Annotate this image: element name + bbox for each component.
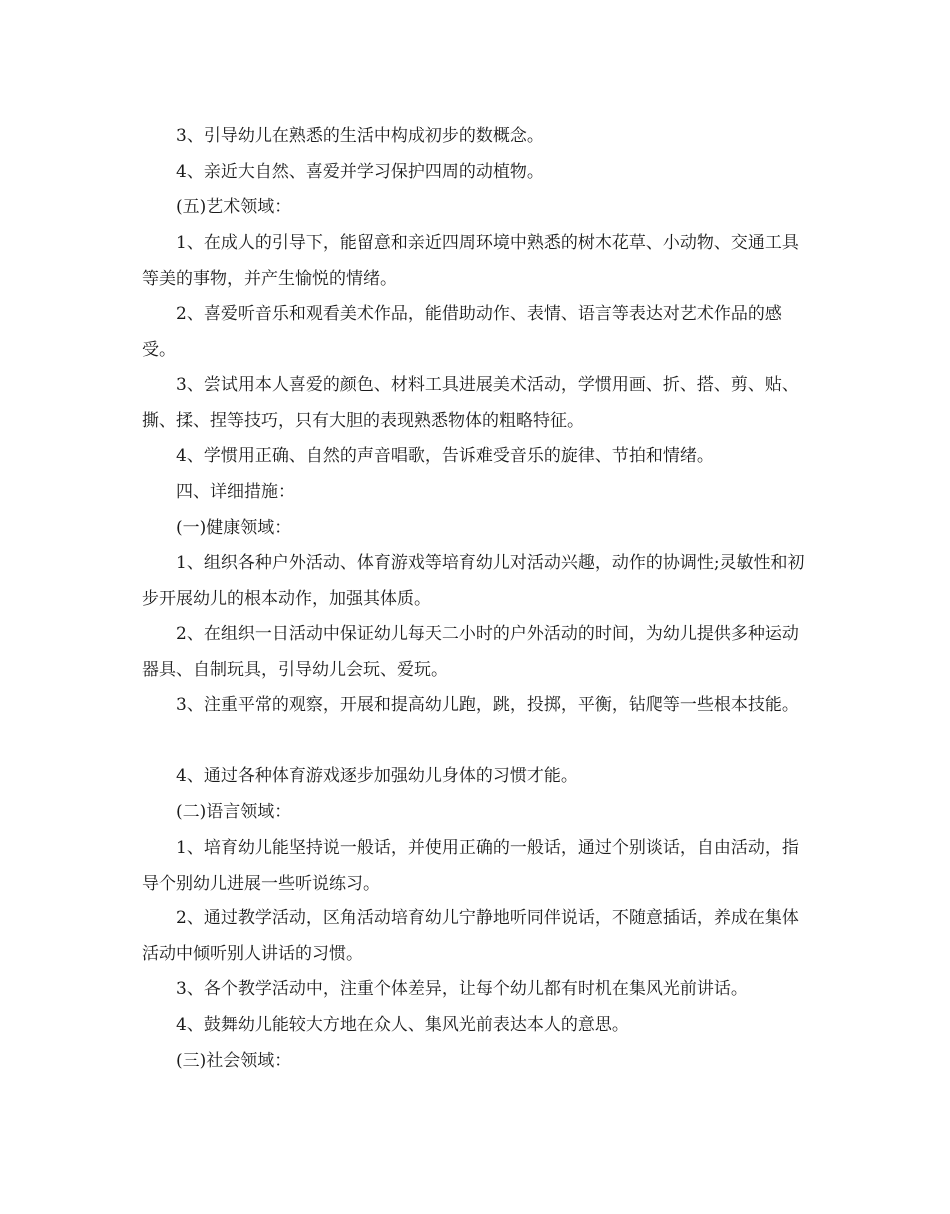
paragraph-4: 2、喜爱听音乐和观看美术作品，能借助动作、表情、语言等表达对艺术作品的感受。 <box>142 304 782 360</box>
paragraph-3: 1、在成人的引导下，能留意和亲近四周环境中熟悉的树木花草、小动物、交通工具等美的事物，并产生愉悦的情绪。 <box>142 233 799 289</box>
section-heading-arts: (五)艺术领域： <box>176 197 292 217</box>
paragraph-2: 4、亲近大自然、喜爱并学习保护四周的动植物。 <box>176 162 544 182</box>
section-heading-social: (三)社会领域： <box>176 1051 292 1071</box>
paragraph-12: 2、通过教学活动，区角活动培育幼儿宁静地听同伴说话，不随意插话，养成在集体活动中倾听别人讲话的习惯。 <box>142 908 799 964</box>
paragraph-9: 3、注重平常的观察，开展和提高幼儿跑，跳，投掷，平衡，钻爬等一些根本技能。 <box>176 695 799 715</box>
paragraph-14: 4、鼓舞幼儿能较大方地在众人、集风光前表达本人的意思。 <box>176 1015 629 1035</box>
paragraph-13: 3、各个教学活动中，注重个体差异，让每个幼儿都有时机在集风光前讲话。 <box>176 979 748 999</box>
paragraph-6: 4、学惯用正确、自然的声音唱歌，告诉难受音乐的旋律、节拍和情绪。 <box>176 446 714 466</box>
section-heading-health: (一)健康领域： <box>176 518 292 538</box>
paragraph-8: 2、在组织一日活动中保证幼儿每天二小时的户外活动的时间，为幼儿提供多种运动器具、自制玩具，引导幼儿会玩、爱玩。 <box>142 624 799 680</box>
paragraph-1: 3、引导幼儿在熟悉的生活中构成初步的数概念。 <box>176 126 544 146</box>
section-heading-measures: 四、详细措施： <box>176 482 295 502</box>
section-heading-language: (二)语言领域： <box>176 802 292 822</box>
paragraph-7: 1、组织各种户外活动、体育游戏等培育幼儿对活动兴趣，动作的协调性;灵敏性和初步开展幼儿的根本动作，加强其体质。 <box>142 553 805 609</box>
paragraph-10: 4、通过各种体育游戏逐步加强幼儿身体的习惯才能。 <box>176 766 578 786</box>
paragraph-11: 1、培育幼儿能坚持说一般话，并使用正确的一般话，通过个别谈话，自由活动，指导个别幼儿进展一些听说练习。 <box>142 838 799 894</box>
paragraph-5: 3、尝试用本人喜爱的颜色、材料工具进展美术活动，学惯用画、折、搭、剪、贴、撕、揉、捏等技巧，只有大胆的表现熟悉物体的粗略特征。 <box>142 375 799 431</box>
